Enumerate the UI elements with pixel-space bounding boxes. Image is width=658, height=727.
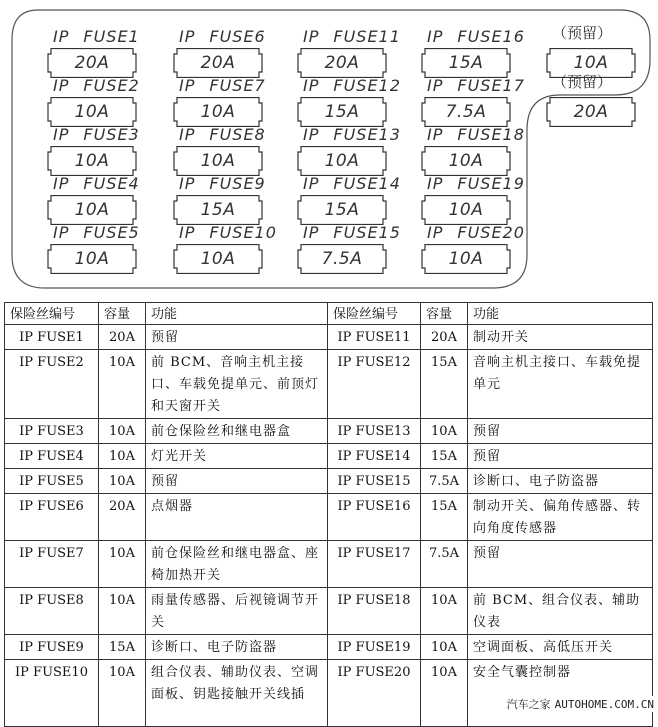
fuse-slot — [546, 97, 636, 127]
function-cell: 音响主机主接口、车载免提单元 — [468, 350, 653, 419]
fuse-label — [179, 174, 266, 193]
fuse-label-prefix: IP — [427, 174, 444, 193]
table-row — [5, 350, 653, 419]
capacity-cell: 10A — [99, 444, 146, 469]
fuse-code-cell: IP FUSE17 — [328, 541, 421, 588]
fuse-code-cell: IP FUSE10 — [5, 660, 99, 727]
fuse-slot — [421, 146, 511, 176]
fuse-rating: 10A — [74, 102, 110, 122]
function-cell: 前仓保险丝和继电器盒 — [146, 419, 328, 444]
table-header-row — [5, 303, 653, 325]
capacity-cell: 10A — [99, 350, 146, 419]
fuse-label-name: FUSE7 — [209, 76, 266, 95]
capacity-cell: 20A — [99, 325, 146, 350]
function-cell: 安全气囊控制器 — [468, 660, 653, 727]
fuse-label-prefix: IP — [53, 76, 70, 95]
watermark-en: AUTOHOME.COM.CN — [554, 698, 654, 711]
fuse-code-cell: IP FUSE5 — [5, 469, 99, 494]
fuse-label-prefix: IP — [427, 76, 444, 95]
fuse-label — [179, 76, 266, 95]
fuse-rating: 15A — [448, 53, 484, 73]
fuse-label-name: FUSE4 — [83, 174, 140, 193]
fuse-label-name: FUSE14 — [333, 174, 401, 193]
fuse-label — [427, 27, 525, 46]
fuse-code-cell: IP FUSE6 — [5, 494, 99, 541]
fuse-label-name: FUSE3 — [83, 125, 140, 144]
function-cell: 诊断口、电子防盗器 — [468, 469, 653, 494]
fuse-slot — [297, 146, 387, 176]
fuse-box-diagram — [0, 0, 658, 296]
fuse-rating: 10A — [200, 151, 236, 171]
fuse-rating: 7.5A — [445, 102, 487, 122]
fuse-slot — [297, 244, 387, 274]
fuse-label — [53, 76, 140, 95]
fuse-slot — [421, 48, 511, 78]
table-row — [5, 325, 653, 350]
fuse-label-name: FUSE8 — [209, 125, 266, 144]
fuse-slot — [47, 195, 137, 225]
capacity-cell: 10A — [99, 541, 146, 588]
reserved-label: （预留） — [552, 24, 613, 42]
fuse-slot — [297, 97, 387, 127]
table-row — [5, 444, 653, 469]
fuse-label — [303, 174, 401, 193]
fuse-label-prefix: IP — [179, 174, 196, 193]
fuse-label-prefix: IP — [303, 27, 320, 46]
table-row — [5, 469, 653, 494]
fuse-label-prefix: IP — [53, 223, 70, 242]
fuse-rating: 10A — [200, 102, 236, 122]
fuse-rating: 15A — [324, 102, 360, 122]
fuse-code-cell: IP FUSE3 — [5, 419, 99, 444]
fuse-rating: 10A — [448, 151, 484, 171]
capacity-cell: 10A — [421, 660, 468, 727]
capacity-cell: 10A — [99, 660, 146, 727]
capacity-cell: 10A — [421, 419, 468, 444]
fuse-label-name: FUSE20 — [457, 223, 525, 242]
fuse-label-name: FUSE12 — [333, 76, 401, 95]
fuse-slot — [47, 97, 137, 127]
capacity-cell: 10A — [99, 588, 146, 635]
table-row — [5, 635, 653, 660]
fuse-label-prefix: IP — [303, 125, 320, 144]
fuse-label-prefix: IP — [303, 76, 320, 95]
fuse-label — [53, 125, 140, 144]
function-cell: 预留 — [468, 444, 653, 469]
fuse-label-name: FUSE15 — [333, 223, 401, 242]
fuse-slot — [173, 146, 263, 176]
fuse-slot — [173, 97, 263, 127]
fuse-label — [179, 27, 266, 46]
fuse-label — [179, 223, 277, 242]
fuse-label — [427, 125, 525, 144]
fuse-label — [427, 174, 525, 193]
fuse-rating: 10A — [74, 151, 110, 171]
fuse-code-cell: IP FUSE9 — [5, 635, 99, 660]
header-function: 功能 — [146, 303, 328, 325]
fuse-code-cell: IP FUSE2 — [5, 350, 99, 419]
capacity-cell: 20A — [99, 494, 146, 541]
table-row — [5, 660, 653, 727]
fuse-code-cell: IP FUSE4 — [5, 444, 99, 469]
header-fuse-number: 保险丝编号 — [5, 303, 99, 325]
function-cell: 预留 — [146, 325, 328, 350]
fuse-slot — [47, 146, 137, 176]
capacity-cell: 10A — [99, 419, 146, 444]
fuse-code-cell: IP FUSE13 — [328, 419, 421, 444]
fuse-slot — [47, 48, 137, 78]
function-cell: 预留 — [468, 541, 653, 588]
fuse-slot — [47, 244, 137, 274]
fuse-code-cell: IP FUSE16 — [328, 494, 421, 541]
fuse-label — [427, 223, 525, 242]
fuse-label-name: FUSE1 — [83, 27, 140, 46]
capacity-cell: 15A — [421, 350, 468, 419]
fuse-rating: 15A — [200, 200, 236, 220]
fuse-slot — [173, 48, 263, 78]
function-cell: 前 BCM、音响主机主接口、车载免提单元、前顶灯和天窗开关 — [146, 350, 328, 419]
fuse-label-prefix: IP — [53, 125, 70, 144]
fuse-code-cell: IP FUSE15 — [328, 469, 421, 494]
fuse-label — [303, 27, 401, 46]
fuse-label-name: FUSE5 — [83, 223, 140, 242]
fuse-rating: 10A — [573, 53, 609, 73]
capacity-cell: 15A — [421, 494, 468, 541]
fuse-label-prefix: IP — [179, 76, 196, 95]
function-cell: 制动开关 — [468, 325, 653, 350]
table-row — [5, 541, 653, 588]
fuse-label-prefix: IP — [303, 223, 320, 242]
watermark — [507, 696, 654, 712]
fuse-label-name: FUSE19 — [457, 174, 525, 193]
fuse-code-cell: IP FUSE18 — [328, 588, 421, 635]
capacity-cell: 7.5A — [421, 469, 468, 494]
fuse-code-cell: IP FUSE12 — [328, 350, 421, 419]
header-capacity: 容量 — [421, 303, 468, 325]
fuse-label — [53, 27, 140, 46]
fuse-label — [427, 76, 525, 95]
fuse-code-cell: IP FUSE1 — [5, 325, 99, 350]
capacity-cell: 15A — [421, 444, 468, 469]
function-cell: 预留 — [468, 419, 653, 444]
fuse-rating: 10A — [74, 200, 110, 220]
fuse-code-cell: IP FUSE7 — [5, 541, 99, 588]
fuse-rating: 10A — [448, 249, 484, 269]
fuse-rating: 15A — [324, 200, 360, 220]
capacity-cell: 20A — [421, 325, 468, 350]
fuse-label — [53, 223, 140, 242]
fuse-slot — [421, 195, 511, 225]
fuse-rating: 20A — [573, 102, 609, 122]
function-cell: 前 BCM、组合仪表、辅助仪表 — [468, 588, 653, 635]
function-cell: 灯光开关 — [146, 444, 328, 469]
fuse-slot — [421, 97, 511, 127]
reserved-label: （预留） — [552, 73, 613, 91]
function-cell: 点烟器 — [146, 494, 328, 541]
function-cell: 空调面板、高低压开关 — [468, 635, 653, 660]
fuse-code-cell: IP FUSE8 — [5, 588, 99, 635]
capacity-cell: 7.5A — [421, 541, 468, 588]
table-row — [5, 494, 653, 541]
fuse-label-prefix: IP — [53, 27, 70, 46]
header-function: 功能 — [468, 303, 653, 325]
fuse-code-cell: IP FUSE20 — [328, 660, 421, 727]
fuse-label-name: FUSE10 — [209, 223, 277, 242]
function-cell: 预留 — [146, 469, 328, 494]
table-row — [5, 588, 653, 635]
fuse-label — [53, 174, 140, 193]
fuse-code-cell: IP FUSE11 — [328, 325, 421, 350]
table-row — [5, 419, 653, 444]
fuse-label-prefix: IP — [427, 125, 444, 144]
fuse-rating: 10A — [324, 151, 360, 171]
fuse-code-cell: IP FUSE14 — [328, 444, 421, 469]
fuse-slot — [297, 48, 387, 78]
fuse-label — [303, 76, 401, 95]
fuse-rating: 20A — [200, 53, 236, 73]
fuse-label-name: FUSE17 — [457, 76, 525, 95]
fuse-rating: 20A — [74, 53, 110, 73]
capacity-cell: 10A — [421, 588, 468, 635]
fuse-label-prefix: IP — [303, 174, 320, 193]
fuse-label-name: FUSE9 — [209, 174, 266, 193]
fuse-label-name: FUSE13 — [333, 125, 401, 144]
fuse-label-prefix: IP — [179, 223, 196, 242]
fuse-label-prefix: IP — [427, 223, 444, 242]
function-cell: 组合仪表、辅助仪表、空调面板、钥匙接触开关线插 — [146, 660, 328, 727]
fuse-label — [179, 125, 266, 144]
capacity-cell: 15A — [99, 635, 146, 660]
fuse-rating: 10A — [74, 249, 110, 269]
fuse-label-name: FUSE18 — [457, 125, 525, 144]
fuse-function-table — [4, 302, 653, 727]
capacity-cell: 10A — [421, 635, 468, 660]
fuse-rating: 20A — [324, 53, 360, 73]
fuse-slot — [421, 244, 511, 274]
header-capacity: 容量 — [99, 303, 146, 325]
fuse-slot — [297, 195, 387, 225]
capacity-cell: 10A — [99, 469, 146, 494]
fuse-slot — [173, 195, 263, 225]
fuse-label-prefix: IP — [427, 27, 444, 46]
fuse-rating: 10A — [200, 249, 236, 269]
watermark-cn: 汽车之家 — [506, 698, 551, 711]
fuse-label-prefix: IP — [179, 125, 196, 144]
fuse-code-cell: IP FUSE19 — [328, 635, 421, 660]
header-fuse-number: 保险丝编号 — [328, 303, 421, 325]
function-cell: 制动开关、偏角传感器、转向角度传感器 — [468, 494, 653, 541]
fuse-label-name: FUSE16 — [457, 27, 525, 46]
fuse-label-name: FUSE2 — [83, 76, 140, 95]
fuse-label-name: FUSE6 — [209, 27, 266, 46]
function-cell: 前仓保险丝和继电器盒、座椅加热开关 — [146, 541, 328, 588]
function-cell: 诊断口、电子防盗器 — [146, 635, 328, 660]
fuse-slot — [173, 244, 263, 274]
function-cell: 雨量传感器、后视镜调节开关 — [146, 588, 328, 635]
fuse-label-name: FUSE11 — [333, 27, 401, 46]
fuse-rating: 10A — [448, 200, 484, 220]
fuse-label — [303, 125, 401, 144]
fuse-rating: 7.5A — [321, 249, 363, 269]
fuse-label-prefix: IP — [179, 27, 196, 46]
fuse-label — [303, 223, 401, 242]
fuse-label-prefix: IP — [53, 174, 70, 193]
